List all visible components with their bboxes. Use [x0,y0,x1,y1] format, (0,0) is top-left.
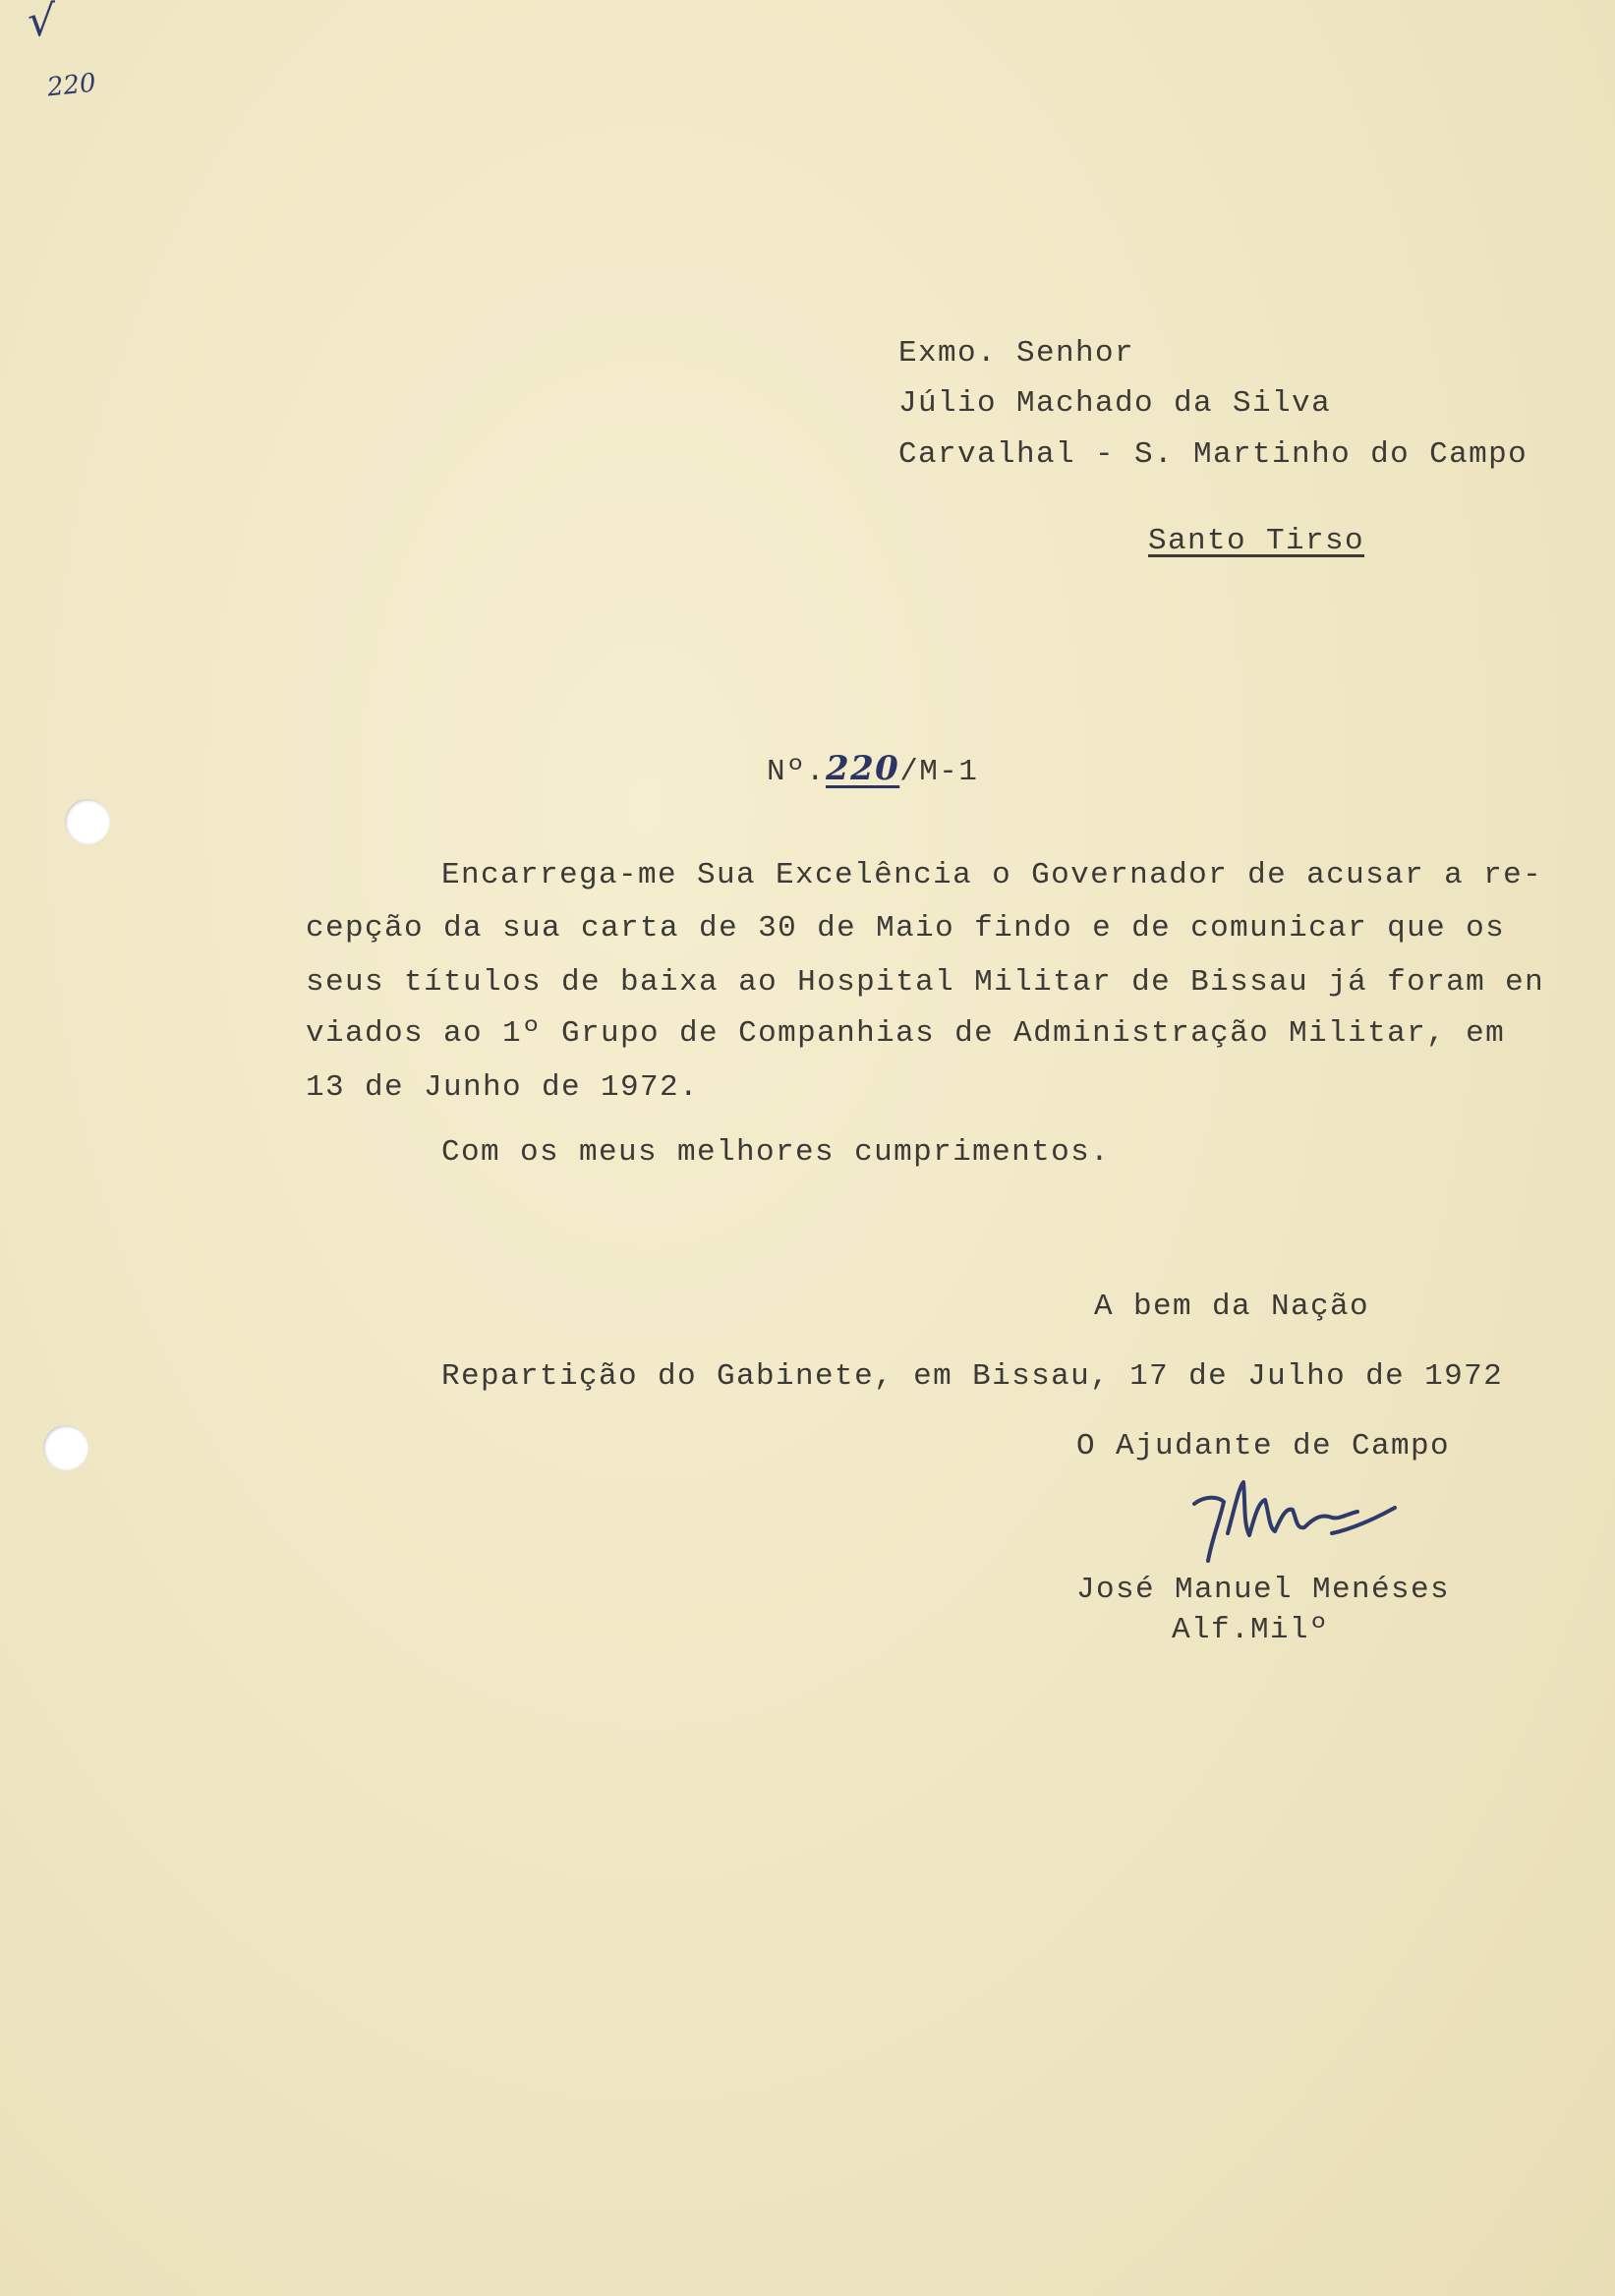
place-date: Repartição do Gabinete, em Bissau, 17 de Julho de 1972 [441,1359,1504,1394]
body-line-4: viados ao 1º Grupo de Companhias de Administração Militar, em [306,1016,1506,1051]
addressee-salutation: Exmo. Senhor [898,336,1135,371]
reference-number [767,749,979,789]
addressee-city: Santo Tirso [1148,524,1365,558]
punch-hole-lower [43,1425,88,1470]
signature-handwritten [1184,1474,1411,1568]
addressee-name: Júlio Machado da Silva [898,386,1332,421]
reference-prefix: Nº. [767,755,827,789]
motto: A bem da Nação [1094,1290,1370,1324]
body-line-3: seus títulos de baixa ao Hospital Militar de Bissau já foram en [306,965,1545,1000]
punch-hole-upper [65,799,110,844]
signatory-name: José Manuel Menéses [1076,1573,1451,1607]
body-line-1: Encarrega-me Sua Excelência o Governador de acusar a re- [441,858,1543,892]
closing-line: Com os meus melhores cumprimentos. [441,1135,1111,1170]
check-mark-handwritten: √ [28,0,56,46]
reference-suffix: /M-1 [899,755,979,789]
body-line-5: 13 de Junho de 1972. [306,1070,700,1105]
body-line-2: cepção da sua carta de 30 de Maio findo e de comunicar que os [306,911,1506,946]
signatory-rank: Alf.Milº [1172,1613,1330,1647]
margin-note-handwritten: 220 [45,68,98,103]
reference-handwritten-number: 220 [826,749,900,788]
addressee-address: Carvalhal - S. Martinho do Campo [898,437,1528,472]
signatory-role: O Ajudante de Campo [1076,1429,1451,1464]
